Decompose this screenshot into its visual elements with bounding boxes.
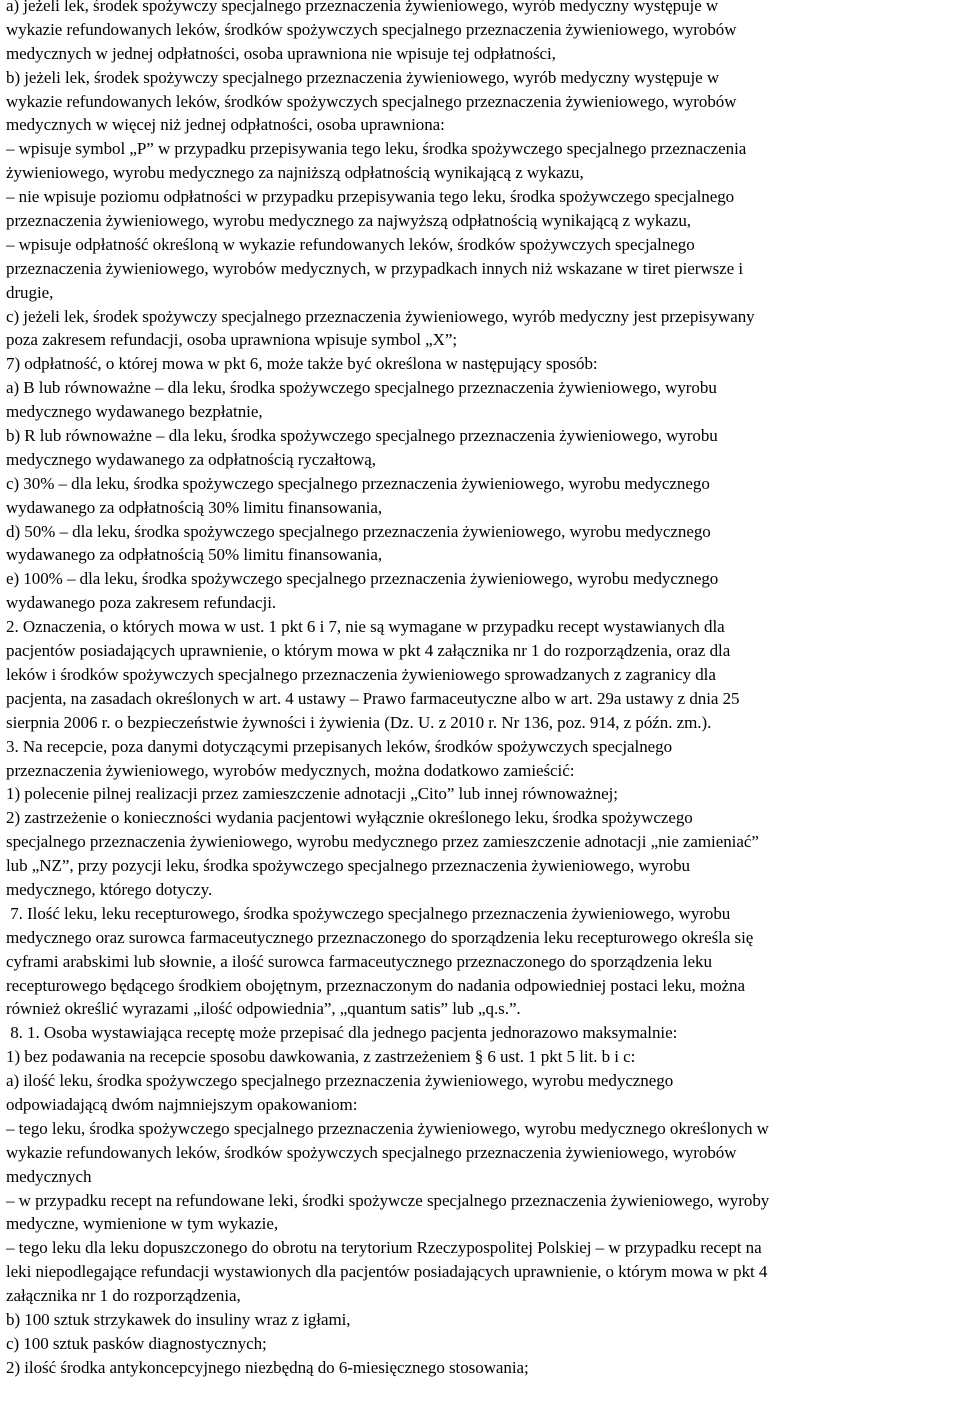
text-line: a) B lub równoważne – dla leku, środka spożywczego specjalnego przeznaczenia żywieniowego, wyrobu — [6, 378, 717, 398]
text-line: drugie, — [6, 282, 54, 302]
text-line: odpowiadającą dwóm najmniejszym opakowaniom: — [6, 1094, 358, 1114]
text-line: medycznych — [6, 1166, 92, 1186]
text-line: medycznego wydawanego za odpłatnością ryczałtową, — [6, 449, 376, 469]
text-line: 1) polecenie pilnej realizacji przez zamieszczenie adnotacji „Cito” lub innej równoważnej; — [6, 784, 618, 804]
text-line: cyframi arabskimi lub słownie, a ilość surowca farmaceutycznego przeznaczonego do sporządzenia leku — [6, 951, 712, 971]
text-line: 8. 1. Osoba wystawiająca receptę może przepisać dla jednego pacjenta jednorazowo maksymalnie: — [6, 1023, 678, 1043]
text-line: b) R lub równoważne – dla leku, środka spożywczego specjalnego przeznaczenia żywieniowego, wyrobu — [6, 426, 718, 446]
text-line: e) 100% – dla leku, środka spożywczego specjalnego przeznaczenia żywieniowego, wyrobu medycznego — [6, 569, 719, 589]
text-line: – wpisuje odpłatność określoną w wykazie refundowanych leków, środków spożywczych specjalnego — [6, 234, 695, 254]
text-line: d) 50% – dla leku, środka spożywczego specjalnego przeznaczenia żywieniowego, wyrobu medycznego — [6, 521, 711, 541]
text-line: pacjentów posiadających uprawnienie, o którym mowa w pkt 4 załącznika nr 1 do rozporządzenia, oraz dla — [6, 641, 731, 661]
text-line: c) jeżeli lek, środek spożywczy specjalnego przeznaczenia żywieniowego, wyrób medyczny jest przepisywany — [6, 306, 755, 326]
text-line: przeznaczenia żywieniowego, wyrobów medycznych, można dodatkowo zamieścić: — [6, 760, 575, 780]
text-line: medycznego, którego dotyczy. — [6, 879, 213, 899]
text-line: lub „NZ”, przy pozycji leku, środka spożywczego specjalnego przeznaczenia żywieniowego, wyrobu — [6, 856, 691, 876]
text-line: medycznych w więcej niż jednej odpłatności, osoba uprawniona: — [6, 115, 445, 135]
text-line: wydawanego poza zakresem refundacji. — [6, 593, 277, 613]
text-line: c) 30% – dla leku, środka spożywczego specjalnego przeznaczenia żywieniowego, wyrobu medycznego — [6, 473, 710, 493]
text-line: żywieniowego, wyrobu medycznego za najniższą odpłatnością wynikającą z wykazu, — [6, 163, 584, 183]
text-line: b) 100 sztuk strzykawek do insuliny wraz z igłami, — [6, 1309, 351, 1329]
text-line: a) jeżeli lek, środek spożywczy specjalnego przeznaczenia żywieniowego, wyrób medyczny występuje w — [6, 0, 719, 15]
text-line: wykazie refundowanych leków, środków spożywczych specjalnego przeznaczenia żywieniowego, wyrobów — [6, 91, 737, 111]
text-line: – tego leku dla leku dopuszczonego do obrotu na terytorium Rzeczypospolitej Polskiej – w przypadku recept na — [6, 1238, 762, 1258]
text-line: 2. Oznaczenia, o których mowa w ust. 1 pkt 6 i 7, nie są wymagane w przypadku recept wystawianych dla — [6, 617, 725, 637]
text-line: leki niepodlegające refundacji wystawionych dla pacjentów posiadających uprawnienie, o którym mowa w pkt 4 — [6, 1262, 768, 1282]
text-line: a) ilość leku, środka spożywczego specjalnego przeznaczenia żywieniowego, wyrobu medycznego — [6, 1071, 674, 1091]
text-line: 3. Na recepcie, poza danymi dotyczącymi przepisanych leków, środków spożywczych specjalnego — [6, 736, 673, 756]
text-line: załącznika nr 1 do rozporządzenia, — [6, 1286, 241, 1306]
text-line: – wpisuje symbol „P” w przypadku przepisywania tego leku, środka spożywczego specjalnego przeznaczenia — [6, 139, 747, 159]
text-line: recepturowego będącego środkiem obojętnym, przeznaczonym do nadania odpowiedniej postaci leku, można — [6, 975, 745, 995]
text-line: – nie wpisuje poziomu odpłatności w przypadku przepisywania tego leku, środka spożywczego specjalnego — [6, 187, 735, 207]
text-line: sierpnia 2006 r. o bezpieczeństwie żywności i żywienia (Dz. U. z 2010 r. Nr 136, poz. 914, z późn. zm.). — [6, 712, 712, 732]
text-line: poza zakresem refundacji, osoba uprawniona wpisuje symbol „X”; — [6, 330, 458, 350]
text-line: wykazie refundowanych leków, środków spożywczych specjalnego przeznaczenia żywieniowego, wyrobów — [6, 19, 737, 39]
text-line: pacjenta, na zasadach określonych w art. 4 ustawy – Prawo farmaceutyczne albo w art. 29a ustawy z dnia 25 — [6, 688, 740, 708]
text-line: przeznaczenia żywieniowego, wyrobu medycznego za najwyższą odpłatnością wynikającą z wykazu, — [6, 211, 692, 231]
text-line: wydawanego za odpłatnością 30% limitu finansowania, — [6, 497, 383, 517]
text-line: 2) ilość środka antykoncepcyjnego niezbędną do 6-miesięcznego stosowania; — [6, 1357, 529, 1377]
text-line: b) jeżeli lek, środek spożywczy specjalnego przeznaczenia żywieniowego, wyrób medyczny występuje w — [6, 67, 720, 87]
text-line: specjalnego przeznaczenia żywieniowego, wyrobu medycznego przez zamieszczenie adnotacji „nie zamieniać” — [6, 832, 759, 852]
text-line: medycznych w jednej odpłatności, osoba uprawniona nie wpisuje tej odpłatności, — [6, 43, 556, 63]
text-line: medyczne, wymienione w tym wykazie, — [6, 1214, 279, 1234]
text-line: – tego leku, środka spożywczego specjalnego przeznaczenia żywieniowego, wyrobu medycznego określonych w — [6, 1118, 769, 1138]
text-line: również określić wyrazami „ilość odpowiednia”, „quantum satis” lub „q.s.”. — [6, 999, 521, 1019]
text-line: 1) bez podawania na recepcie sposobu dawkowania, z zastrzeżeniem § 6 ust. 1 pkt 5 lit. b i c: — [6, 1047, 636, 1067]
text-line: 2) zastrzeżenie o konieczności wydania pacjentowi wyłącznie określonego leku, środka spożywczego — [6, 808, 693, 828]
text-line: medycznego oraz surowca farmaceutycznego przeznaczonego do sporządzenia leku recepturowego określa się — [6, 927, 754, 947]
text-line: wykazie refundowanych leków, środków spożywczych specjalnego przeznaczenia żywieniowego, wyrobów — [6, 1142, 737, 1162]
text-line: medycznego wydawanego bezpłatnie, — [6, 402, 263, 422]
text-line: wydawanego za odpłatnością 50% limitu finansowania, — [6, 545, 383, 565]
text-line: leków i środków spożywczych specjalnego przeznaczenia żywieniowego sprowadzanych z zagranicy dla — [6, 664, 716, 684]
text-line: przeznaczenia żywieniowego, wyrobów medycznych, w przypadkach innych niż wskazane w tiret pierwsze i — [6, 258, 744, 278]
text-line: c) 100 sztuk pasków diagnostycznych; — [6, 1333, 267, 1353]
text-line: 7. Ilość leku, leku recepturowego, środka spożywczego specjalnego przeznaczenia żywieniowego, wyrobu — [6, 903, 731, 923]
text-line: 7) odpłatność, o której mowa w pkt 6, może także być określona w następujący sposób: — [6, 354, 598, 374]
text-line: – w przypadku recept na refundowane leki, środki spożywcze specjalnego przeznaczenia żywieniowego, wyroby — [6, 1190, 770, 1210]
